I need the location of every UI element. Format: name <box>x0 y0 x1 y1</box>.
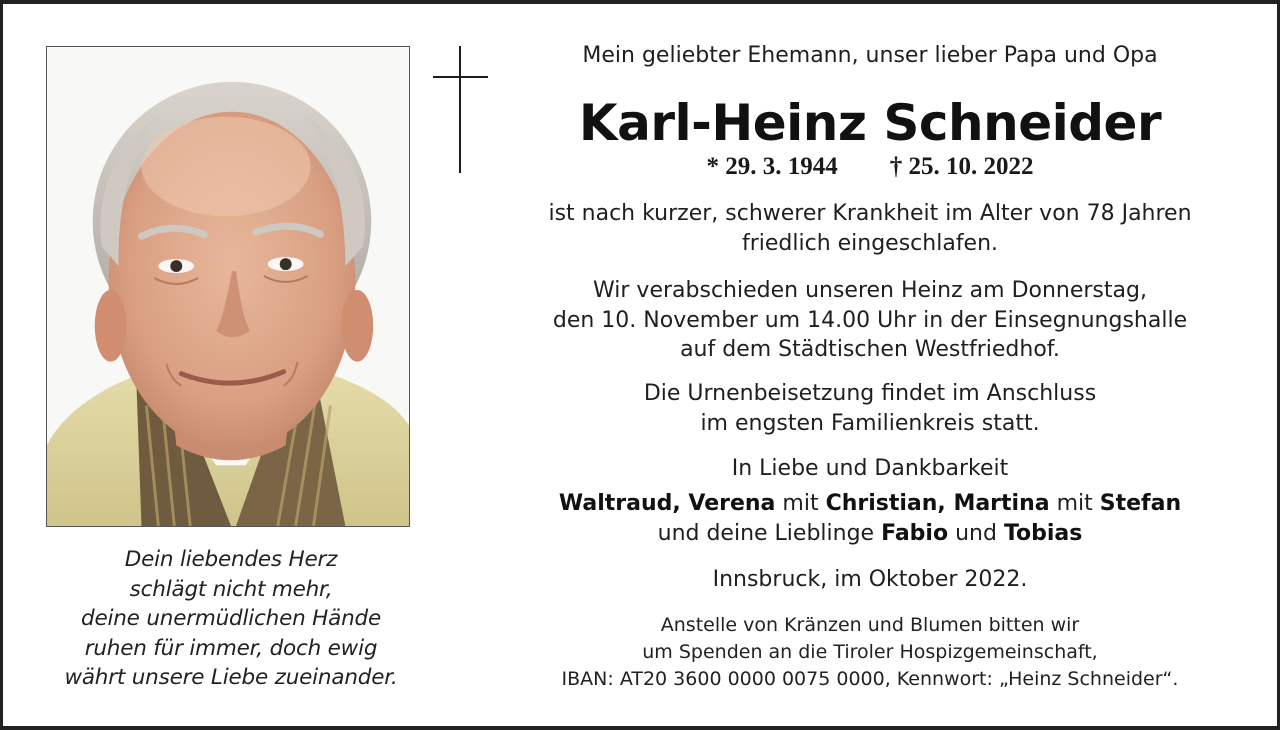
portrait-illustration <box>47 47 409 526</box>
urn-line: Die Urnenbeisetzung findet im Anschluss <box>643 381 1097 406</box>
family-name: Waltraud, Verena <box>558 491 776 516</box>
age-line: ist nach kurzer, schwerer Krankheit im Alter von 78 Jahren <box>548 201 1192 226</box>
donation-line: um Spenden an die Tiroler Hospizgemeinschaft, <box>642 641 1098 663</box>
cross-vertical-bar <box>459 46 461 173</box>
deceased-name: Karl-Heinz Schneider <box>578 94 1162 152</box>
family-name: Fabio <box>881 520 949 546</box>
family-line-2 <box>500 519 1240 549</box>
age-paragraph <box>500 199 1240 258</box>
age-line: friedlich eingeschlafen. <box>741 230 999 256</box>
farewell-line: auf dem Städtischen Westfriedhof. <box>680 337 1060 362</box>
place-date: Innsbruck, im Oktober 2022. <box>712 567 1028 592</box>
farewell-line: Wir verabschieden unseren Heinz am Donnerstag, <box>593 278 1147 303</box>
poem-line: schlägt nicht mehr, <box>129 576 333 602</box>
love-line: In Liebe und Dankbarkeit <box>731 456 1009 481</box>
death-date: † 25. 10. 2022 <box>889 153 1034 180</box>
donation-line: Anstelle von Kränzen und Blumen bitten wir <box>660 614 1080 636</box>
poem-line: ruhen für immer, doch ewig <box>84 635 378 661</box>
poem-line: währt unsere Liebe zueinander. <box>64 665 398 690</box>
donation-note <box>500 612 1240 693</box>
portrait-photo <box>46 46 410 527</box>
family-name: Tobias <box>1003 520 1083 546</box>
family-connector: mit <box>1049 491 1100 516</box>
cross-horizontal-bar <box>433 76 488 78</box>
urn-line: im engsten Familienkreis statt. <box>700 410 1040 436</box>
family-name: Christian, Martina <box>825 491 1050 516</box>
family-connector: und <box>948 520 1004 546</box>
life-dates <box>500 152 1240 182</box>
poem-line: Dein liebendes Herz <box>124 547 338 572</box>
urn-paragraph <box>500 379 1240 438</box>
donation-line: IBAN: AT20 3600 0000 0075 0000, Kennwort: „Heinz Schneider“. <box>561 668 1179 690</box>
family-line-1 <box>500 489 1240 519</box>
birth-date: * 29. 3. 1944 <box>706 153 838 180</box>
family-name: Stefan <box>1099 491 1182 516</box>
poem <box>36 545 426 693</box>
family-connector: und deine Lieblinge <box>657 520 882 546</box>
intro-text: Mein geliebter Ehemann, unser lieber Papa und Opa <box>582 43 1158 68</box>
farewell-paragraph <box>500 276 1240 365</box>
poem-line: deine unermüdlichen Hände <box>81 606 381 631</box>
family-names <box>500 489 1240 548</box>
family-connector: mit <box>775 491 826 516</box>
farewell-line: den 10. November um 14.00 Uhr in der Einsegnungshalle <box>552 307 1188 333</box>
